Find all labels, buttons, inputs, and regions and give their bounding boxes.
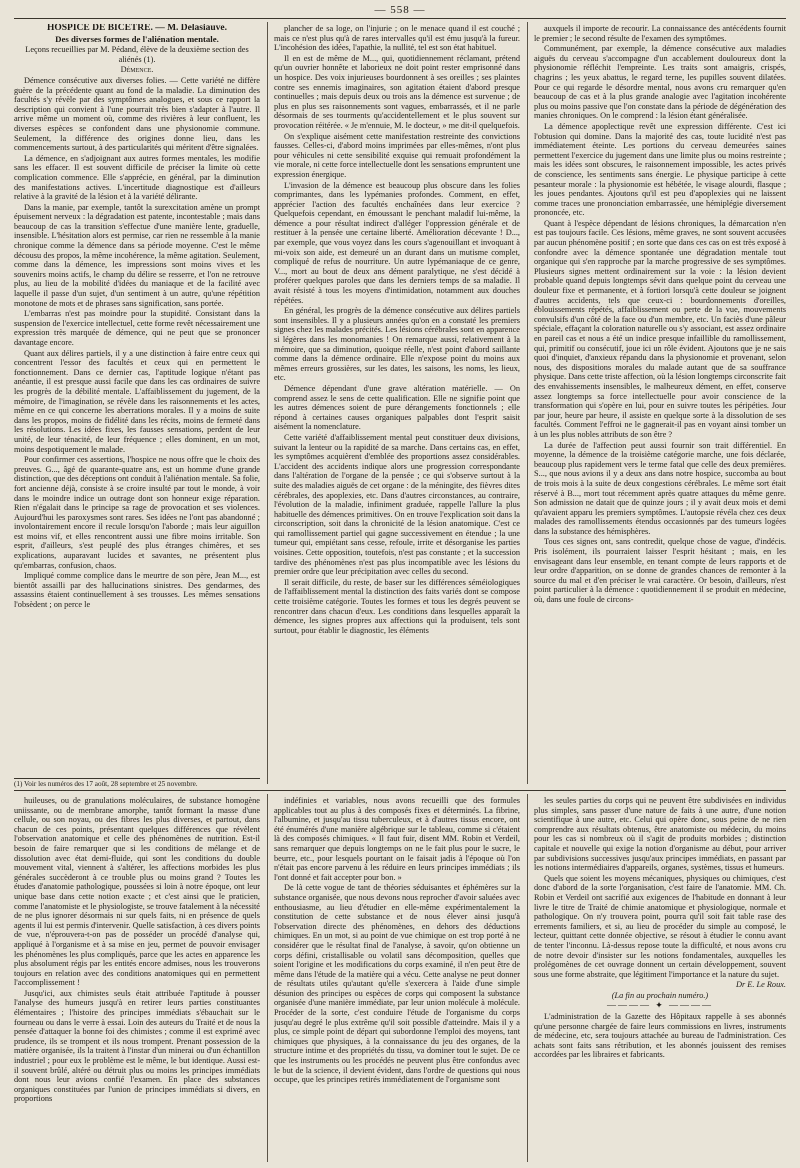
paragraph: La démence, en s'adjoignant aux autres formes mentales, les modifie sans les effacer. Il est souvent difficile de préciser la limite où cette complication commence. Elle s'apprécie, en général, par la diminution des manifestations actives. L'incertitude diagnostique est d'ailleurs relative à la gravité de la lésion et à la variété délirante. — [14, 153, 260, 202]
column-divider — [527, 794, 528, 1162]
paragraph: La démence apoplectique revêt une expression différente. C'est ici l'obtusion qui domine. Dans la majorité des cas, toute lucidité n'est pas immédiatement éteinte. Les portions du cerveau demeurées saines permettent l'exercice du jugement dans une limite plus ou moins restreinte ; mais les idées sont obscures, le raisonnement impossible, les actes privés de conscience, les sentiments sans énergie. Le physique participe à cette pesanteur morale : la physionomie est hébétée, le visage alourdi, flasque ; les joues pendantes. Ajoutons qu'il est peu d'apoplexies qui ne laissent comme traces une prononciation embarrassée, une hémiplégie diversement prononcée, etc. — [534, 121, 786, 218]
paragraph: auxquels il importe de recourir. La connaissance des antécédents fournit le premier ; le second résulte de l'examen des symptômes. — [534, 24, 786, 43]
lower-column-2 — [274, 796, 520, 1162]
section-heading: Démence. — [120, 65, 154, 75]
paragraph: Dans la manie, par exemple, tantôt la surexcitation amène un prompt épuisement nerveux : la dégradation est patente, incontestable ; mais dans beaucoup de cas la transition s'effectue d'une manière lente, graduelle, insensible. L'hésitation alors est permise, car rien ne ressemble à la manie chronique comme la démence dans sa période moyenne. C'est le même décousu des propos, la même incohérence, la même agitation. Seulement, comme dans la démence, les impressions sont moins vives et les souvenirs moins actifs, le champ du délire se resserre, et l'on ne retrouve plus, au lieu de la mobilité d'idées du maniaque et de la facilité avec laquelle il passe d'un sujet, d'un sentiment à un autre, qu'une répétition monotone de mots et de phrases sans signification, sans portée. — [14, 202, 260, 308]
article-title: HOSPICE DE BICÊTRE. — M. Delasiauve. — [47, 24, 227, 33]
column-divider — [267, 22, 268, 784]
lower-column-1-text — [14, 796, 260, 1104]
column-1 — [14, 24, 260, 774]
paragraph: Pour confirmer ces assertions, l'hospice ne nous offre que le choix des preuves. G..., âgé de quarante-quatre ans, est un homme d'une grande distinction, que des déceptions ont conduit à l'aliénation mentale. Sa folie, fort ancienne déjà, consiste à se croire insulté par tout le monde, à voir dans le moindre indice un outrage dont son honneur exige réparation. Rien n'égalait dans le principe sa rage de provocation et ses violences. Aujourd'hui les paroxysmes sont rares. Ses idées ne l'ont pas abandonné ; involontairement encore il recule lorsqu'on l'aborde ; mais leur aiguillon est moins vif, et elles rencontrent aussi une fibre moins irritable. Son esprit, d'ailleurs, s'est peuplé des plus étranges chimères, et ses explications, auparavant lucides et savantes, ne présentent plus qu'embarras, confusion, chaos. — [14, 455, 260, 570]
paragraph: De là cette vogue de tant de théories séduisantes et éphémères sur la substance organisée, que nous devons nous reprocher d'avoir saluées avec enthousiasme, au lieu d'étudier en elle-même expérimentalement la constitution de cette substance et de nous élever ainsi jusqu'à l'observation directe des phénomènes, en dehors des déductions chimiques. En un mot, si au point de vue chimique on est trop porté à ne considérer que le résultat final de l'analyse, à savoir, qu'on obtienne un corps défini, cristallisable ou volatil sans décomposition, quelles que soient l'origine et les modifications du corps examiné, il n'en peut être de même dans l'étude de la matière qui a vécu. Cette analyse ne peut donner de résultats utiles qu'autant qu'elle s'exercera à l'aide d'une simple désunion des principes ou espèces de corps qui composent la substance organisée d'une manière immédiate, par leur union molécule à molécule. Procéder de la sorte, c'est conduire l'étude de l'organisme du corps jusqu'au degré le plus extrême qu'il soit possible d'atteindre. Mais il y a plus, ce simple point de départ qui subordonne l'emploi des moyens, tant chimiques que physiques, à la connaissance du jeu des organes, de la structure intime et des propriétés du tissu, va dominer tout le sujet. De ce que les instruments ou les procédés ne peuvent plus être confondus avec le but de la science, il devient évident, dans l'ordre de questions qui nous occupe, que les principes retirés immédiatement de l'organisme sont — [274, 883, 520, 1085]
paragraph: Démence dépendant d'une grave altération matérielle. — On comprend assez le sens de cette qualification. Elle ne signifie point que les autres démences soient de pure dérangements fonctionnels ; elle répond à certaines causes organiques palpables dont l'esprit saisit aisément la nomenclature. — [274, 383, 520, 432]
column-3-text — [534, 24, 786, 605]
paragraph: Il serait difficile, du reste, de baser sur les différences séméiologiques de l'affaiblissement mental la distinction des faits variés dont se compose cette troisième catégorie. Toutes les formes et tous les degrés peuvent se rencontrer dans chacun d'eux. Les conditions dans lesquelles apparaît la démence, les signes propres aux affections qui la produisent, tels sont surtout, pour établir le diagnostic, les éléments — [274, 577, 520, 635]
header-rule — [14, 18, 786, 19]
paragraph: Tous ces signes ont, sans contredit, quelque chose de vague, d'indécis. Pris isolément, ils pourraient laisser l'esprit hésitant ; mais, en les envisageant dans leur ensemble, en tenant compte de leurs rapports et de leur ordre d'apparition, on se donne de grandes chances de remonter à la source du mal et d'en préciser le vrai caractère. Or besoin, d'ailleurs, n'est point particulier à la démence : quotidiennement il se produit en médecine, où, dans une foule de circons- — [534, 537, 786, 605]
paragraph: indéfinies et variables, nous avons recueilli que des formules applicables tout au plus à des composés fixes et déterminés. La fibrine, l'albumine, et jusqu'au tissu tuberculeux, et à d'autres tissus encore, ont été énumérés d'une manière algébrique sur le tableau, comme si c'étaient là des composés chimiques. « Il faut fuir, disent MM. Robin et Verdeil, sans remarquer que depuis longtemps on ne le fait plus pour le sucre, le beurre, etc., pour lesquels pourtant on le faisait jadis à l'époque où l'on n'était pas encore parvenu à les réduire en leurs principes immédiats ; ils l'ont donné et fait accepter pour bon. » — [274, 796, 520, 882]
column-divider — [527, 22, 528, 784]
paragraph: Communément, par exemple, la démence consécutive aux maladies aiguës du cerveau s'accompagne d'un accablement douloureux dont la physionomie réfléchit l'empreinte. Les traits sont amaigris, crispés, chagrins ; les yeux abattus, le regard terne, les pupilles souvent dilatées. Pour ce qui regarde le désordre mental, nous avons cru remarquer qu'en beaucoup de cas et à la plus grande analogie avec l'agitation incohérente plus ou moins passive que l'on constate dans la période de dégénération des manies chroniques. On le comprend : la lésion étant généralisée. — [534, 44, 786, 121]
ornament-divider: ———— ✦ ———— — [606, 1000, 714, 1011]
footnote: (1) Voir les numéros des 17 août, 28 septembre et 25 novembre. — [14, 780, 198, 788]
paragraph: La durée de l'affection peut aussi fournir son trait différentiel. En moyenne, la démence de la troisième catégorie marche, une fois déclarée, beaucoup plus rapidement vers le terme fatal que celle des deux premières. S..., que nous avions il y a deux ans dans notre hospice, succomba au bout de trois mois à la suite de deux congestions cérébrales. Le même sort était réservé à B..., mort tout récemment après quatre attaques du même genre. Son admission ne datait que de quinze jours ; il y avait deux mois et demi qu'avaient apparu les premiers symptômes. L'autopsie révéla chez ces deux malades des ramollissements étendus occasionnés par des tumeurs logées dans la substance des hémisphères. — [534, 440, 786, 536]
lower-column-1 — [14, 796, 260, 1162]
paragraph: huileuses, ou de granulations moléculaires, de substance homogène uniissante, ou de membrane amorphe, tantôt formant la masse d'une cellule, ou son noyau, ou des fibres les plus diverses, et partout, dans chacun de ces points, présentant quelques différences que révèlent l'observation anatomique et celle des phénomènes de nutrition. Est-il besoin de faire remarquer que si les conditions de mélange et de dissolution avec état demi-fluide, qui sont les conditions du double mouvement vital, viennent à s'altérer, les affections morbides les plus générales succèderont à ce trouble plus ou moins grand ? Toutes les études d'anatomie pathologique, poussées si loin à notre époque, ont leur unique base dans cette notion exacte ; et c'est ainsi que le praticien, comme l'anatomiste et le physiologiste, se trouve fatalement à la nécessité de ne plus ignorer désormais ni sur quels faits, ni en présence de quels agents il lui est permis d'intervenir. Quelle satisfaction, à ces divers points de vue, n'éprouvera-t-on pas de posséder un procédé d'analyse qui, appliqué à l'organisme et à sa mise en jeu, permet de pouvoir envisager les phénomènes les plus compliqués, parce que les actes en apparence les plus absolument régis par les entités encore admises, nous les trouverons toujours en relation avec des conditions anatomiques qui en permettent l'accomplissement ! — [14, 796, 260, 988]
paragraph: En général, les progrès de la démence consécutive aux délires partiels sont insensibles. Il y a plusieurs années qu'on en a constaté les premiers signes chez les malades précités. Les lésions cérébrales sont en apparence si légères dans les monomanies ! On remarque aussi, relativement à la mémoire, que sa diminution, quoique réelle, n'est point d'abord saillante comme dans la démence ordinaire. Elle n'expose point du moins aux mêmes erreurs grossières, sur les dates, les saisons, les noms, les lieux, etc. — [274, 306, 520, 383]
to-be-continued: (La fin au prochain numéro.) — [611, 990, 709, 1000]
paragraph: Cette variété d'affaiblissement mental peut constituer deux divisions, suivant la lenteur ou la rapidité de sa marche. Dans certains cas, en effet, les symptômes acquièrent d'emblée des proportions assez considérables. L'accident des accidents indique alors une progression correspondante dans l'altération de l'organe de la pensée ; ce qui s'observe surtout à la suite des maladies aiguës de cet organe : de la méningite, des fièvres dites cérébrales, des apoplexies, etc. Dans d'autres circonstances, au contraire, l'évolution de la maladie, infiniment graduée, rappelle l'allure la plus habituelle des démences primitives. On en trouve l'explication soit dans la circonscription, soit dans la chronicité de la lésion anatomique. C'est ce qui ramollissement partiel qui gagne successivement en étendue ; la une tumeur qui, empiétant sans cesse, refoule, irrite et désorganise les parties voisines. Cette opposition, toutefois, n'est pas constante ; et la succession tardive des phénomènes n'est pas plus incompatible avec les lésions du premier ordre que leur précipitation avec celles du second. — [274, 432, 520, 577]
column-2 — [274, 24, 520, 784]
paragraph: Démence consécutive aux diverses folies. — Cette variété ne diffère guère de la précédente quant au fond de la maladie. La diminution des facultés s'y révèle par des symptômes analogues, et sous ce rapport la description qui convient à l'une pourrait très bien s'adapter à l'autre. Il arrive même un moment où, comme des rivières à leur confluent, les diverses espèces se confondent dans une physionomie commune. Seulement, la différence des origines donne lieu, dans les commencements surtout, à des particularités qui méritent d'être signalées. — [14, 75, 260, 153]
paragraph: L'invasion de la démence est beaucoup plus obscure dans les folies comprimantes, dans les lypémanies profondes. Comment, en effet, apprécier l'action des facultés enchaînées dans leur exercice ? Quelquefois cependant, en émoussant le penchant maladif lui-même, la démence a pour résultat indirect d'alléger l'oppression générale et de restituer à la pensée une certaine liberté. Amélioration décevante ! D..., par exemple, que vous voyez dans les cours s'agenouillant et invoquant à mi-voix son aide, est demeuré un an durant dans un mutisme complet, compliqué de refus de nourriture. Un autre lypémaniaque de ce genre, V..., mort au bout de deux ans dément paralytique, ne s'est décidé à proférer quelques paroles que dans les derniers temps de sa maladie. Il avait résisté à tous les moyens d'intimidation, notamment aux douches répétées. — [274, 180, 520, 305]
paragraph: Quant à l'espèce dépendant de lésions chroniques, la démarcation n'en est pas toujours facile. Ces lésions, même graves, ne sont souvent accusées par aucun phénomène positif ; en sorte que dans ces cas on est très exposé à confondre avec la démence spontanée une dégradation mentale tout organique qui s'en rapproche par la marche progressive de ses symptômes. Plusieurs signes mettent ordinairement sur la voie : la lésion devient probable quand depuis longtemps sévit dans quelque point du cerveau une douleur fixe et permanente, et à fortiori lorsqu'à cette douleur se joignent d'autres accidents, tels que ceux-ci : bourdonnements d'oreilles, éblouissements répétés, affaiblissement ou perte de la vue, mouvements convulsifs d'un côté de la face ou d'un membre, etc. Un faciès d'une pâleur spéciale, effaçant la coloration naturelle ou s'y associant, est assez ordinaire en pareil cas et nous a été un indice presque infaillible du ramollissement, qui, primitif ou consécutif, joue ici un rôle évident. Ajoutons que je ne sais quoi d'inquiet, d'anxieux répandu dans la physionomie et provenant, selon nous, des dispositions morales du malade autant que de sa souffrance physique. Dans cette triste affection, où la lésion longtemps circonscrite fait des envahissements insensibles, le malheureux dément, en effet, conserve assez longtemps sa force intellectuelle pour avoir conscience de la transformation qui s'opère en lui, pour en suivre toutes les péripéties. Jour par jour, heure par heure, il assiste en quelque sorte à la dissolution de ses facultés. Comment l'effroi ne le gagnerait-il pas en voyant ainsi tomber un à un les plus nobles attributs de son être ? — [534, 218, 786, 439]
article-lessons: Leçons recueillies par M. Pédand, élève de la deuxième section des aliénés (1). — [25, 45, 249, 64]
column-3 — [534, 24, 786, 784]
paragraph: On s'explique aisément cette manifestation restreinte des convictions fausses. Celles-ci, d'abord moins imprimées par elles-mêmes, n'ont plus pour véhicules ni cette sensibilité exquise qui remuait profondément la vie morale, ni cette force intellectuelle dont les sensations empruntent une expression énergique. — [274, 131, 520, 179]
paragraph: Il en est de même de M..., qui, quotidiennement réclamant, prétend qu'un ouvrier honnête et laborieux ne doit point rester emprisonné dans un hospice. Des voix injurieuses bourdonnent à ses oreilles ; ses plaintes contre ses ennemis imaginaires, son agitation étaient d'abord presque continuelles ; mais depuis deux ou trois ans la démence est survenue ; de plus en plus ses raisonnements sont vagues, embarrassés, et il ne parle désormais de ses tourments qu'accidentellement et le plus souvent sur provocation réitérée. « Je m'ennuie, M. le docteur, » me dit-il quelquefois. — [274, 53, 520, 130]
paragraph: plancher de sa loge, on l'injurie ; on le menace quand il est couché ; mais ce n'est plus qu'à de rares intervalles qu'il est ému jusqu'à la fureur. L'incohésion des idées, l'apathie, la nullité, tel est son état habituel. — [274, 24, 520, 53]
page-number: — 558 — — [374, 4, 426, 16]
paragraph: Quant aux délires partiels, il y a une distinction à faire entre ceux qui concentrent l'essor des facultés et ceux qui en permettent le fonctionnement. Dans ce dernier cas, l'aptitude logique n'étant pas anéantie, il est presque aussi facile que dans les cas ordinaires de suivre les progrès de la débilité mentale. L'affaiblissement du jugement, de la mémoire, de l'imagination, se révèle dans les raisonnements et les actes, même en ce qui concerne les aberrations morales. Il y a moins de suite dans les propos, moins de fidélité dans les récits, moins de fermeté dans les résolutions. Les idées fixes, les fausses sensations, perdent de leur unité, de leur ténacité, de leur fréquence ; elles dominent, en un mot, moins despotiquement le malade. — [14, 348, 260, 454]
column-divider — [267, 794, 268, 1162]
author-signature: Dr E. Le Roux. — [735, 980, 786, 990]
lower-col3-para: Quels que soient les moyens mécaniques, physiques ou chimiques, c'est donc d'abord de la sorte l'organisation, c'est faire de l'anatomie. MM. Ch. Robin et Verdeil ont sacrifié aux exigences de l'habitude en donnant à leur livre le titre de Traité de chimie anatomique et physiologique, normale et pathologique. On n'y trouvera point, pourra qu'il soit fait table rase des errements familiers, et si, au lieu de procéder du simple au composé, le lecteur, quittant cette donnée objective, se résout à étudier le connu avant de tenter l'inconnu. Là-dessus repose toute la difficulté, et nous avons cru de notre devoir d'insister sur les notions fondamentales, auxquelles les prolégomènes de cet ouvrage donnent un certain développement, souvent sous une forme abstraite, que légitiment l'importance et la nature du sujet. — [534, 873, 786, 979]
footnote-rule — [14, 778, 260, 779]
column-1-text — [14, 76, 260, 610]
paragraph: Impliqué comme complice dans le meurtre de son père, Jean M..., est bientôt assailli par des hallucinations sinistres. Des gendarmes, des assassins étaient continuellement à ses trousses. Les mêmes sensations l'obsèdent ; on perce le — [14, 571, 260, 610]
column-2-text — [274, 24, 520, 635]
lower-column-3 — [534, 796, 786, 1162]
article-subtitle: Des diverses formes de l'aliénation mentale. — [55, 33, 219, 44]
lower-column-2-text — [274, 796, 520, 1085]
paragraph: Jusqu'ici, aux chimistes seuls était attribuée l'aptitude à pousser l'analyse des humeurs jusqu'à en retirer leurs parties constituantes élémentaires ; l'histoire des principes immédiats s'ébauchait sur le fourneau ou dans le verre à essai. Loin des auteurs du Traité et de nous la pensée d'attaquer la bonne foi des chimistes ; comme il est exprimé avec prudence, ils se trompent et ils nous trompent. Prenant possession de la matière organisée, ils la traitent à l'instar d'un minerai ou d'un échantillon industriel ; pour eux le problème est le même, le but identique. Aussi est-il souvent brûlé, altéré ou détruit plus ou moins les principes immédiats dont nous leur avions confié l'examen. En place des substances organiques constituées par l'union de principes immédiats si divers, en proportions — [14, 988, 260, 1104]
lower-col3-para: les seules parties du corps qui ne peuvent être subdivisées en individus plus simples, sans passer d'une nature de faits à une autre, d'une notion scientifique à une autre, etc. Celui qui opère donc, sous peine de ne rien comprendre aux résultats obtenus, être anatomiste ou médecin, du moins pour les cas si nombreux où il s'agit de produits morbides ; distinction capitale et nouvelle qui exige la notion d'organisme au début, pour arriver par subdivisions successives jusqu'aux principes immédiats, en passant par les notions intermédiaires d'appareils, organes, systèmes, tissus et humeurs. — [534, 796, 786, 873]
administration-notice: L'administration de la Gazette des Hôpitaux rappelle à ses abonnés qu'une personne chargée de faire leurs commissions en livres, instruments de médecine, etc, sera toujours attachée au bureau de l'administration. Ces achats sont faits sans rétribution, et les abonnés jouissent des remises accordées par les libraires et fabricants. — [534, 1012, 786, 1060]
section-divider — [14, 790, 786, 791]
paragraph: L'embarras n'est pas moindre pour la stupidité. Consistant dans la suspension de l'exercice intellectuel, cette forme revêt nécessairement une expression très marquée de démence, qui ne peut que se prononcer davantage encore. — [14, 309, 260, 347]
